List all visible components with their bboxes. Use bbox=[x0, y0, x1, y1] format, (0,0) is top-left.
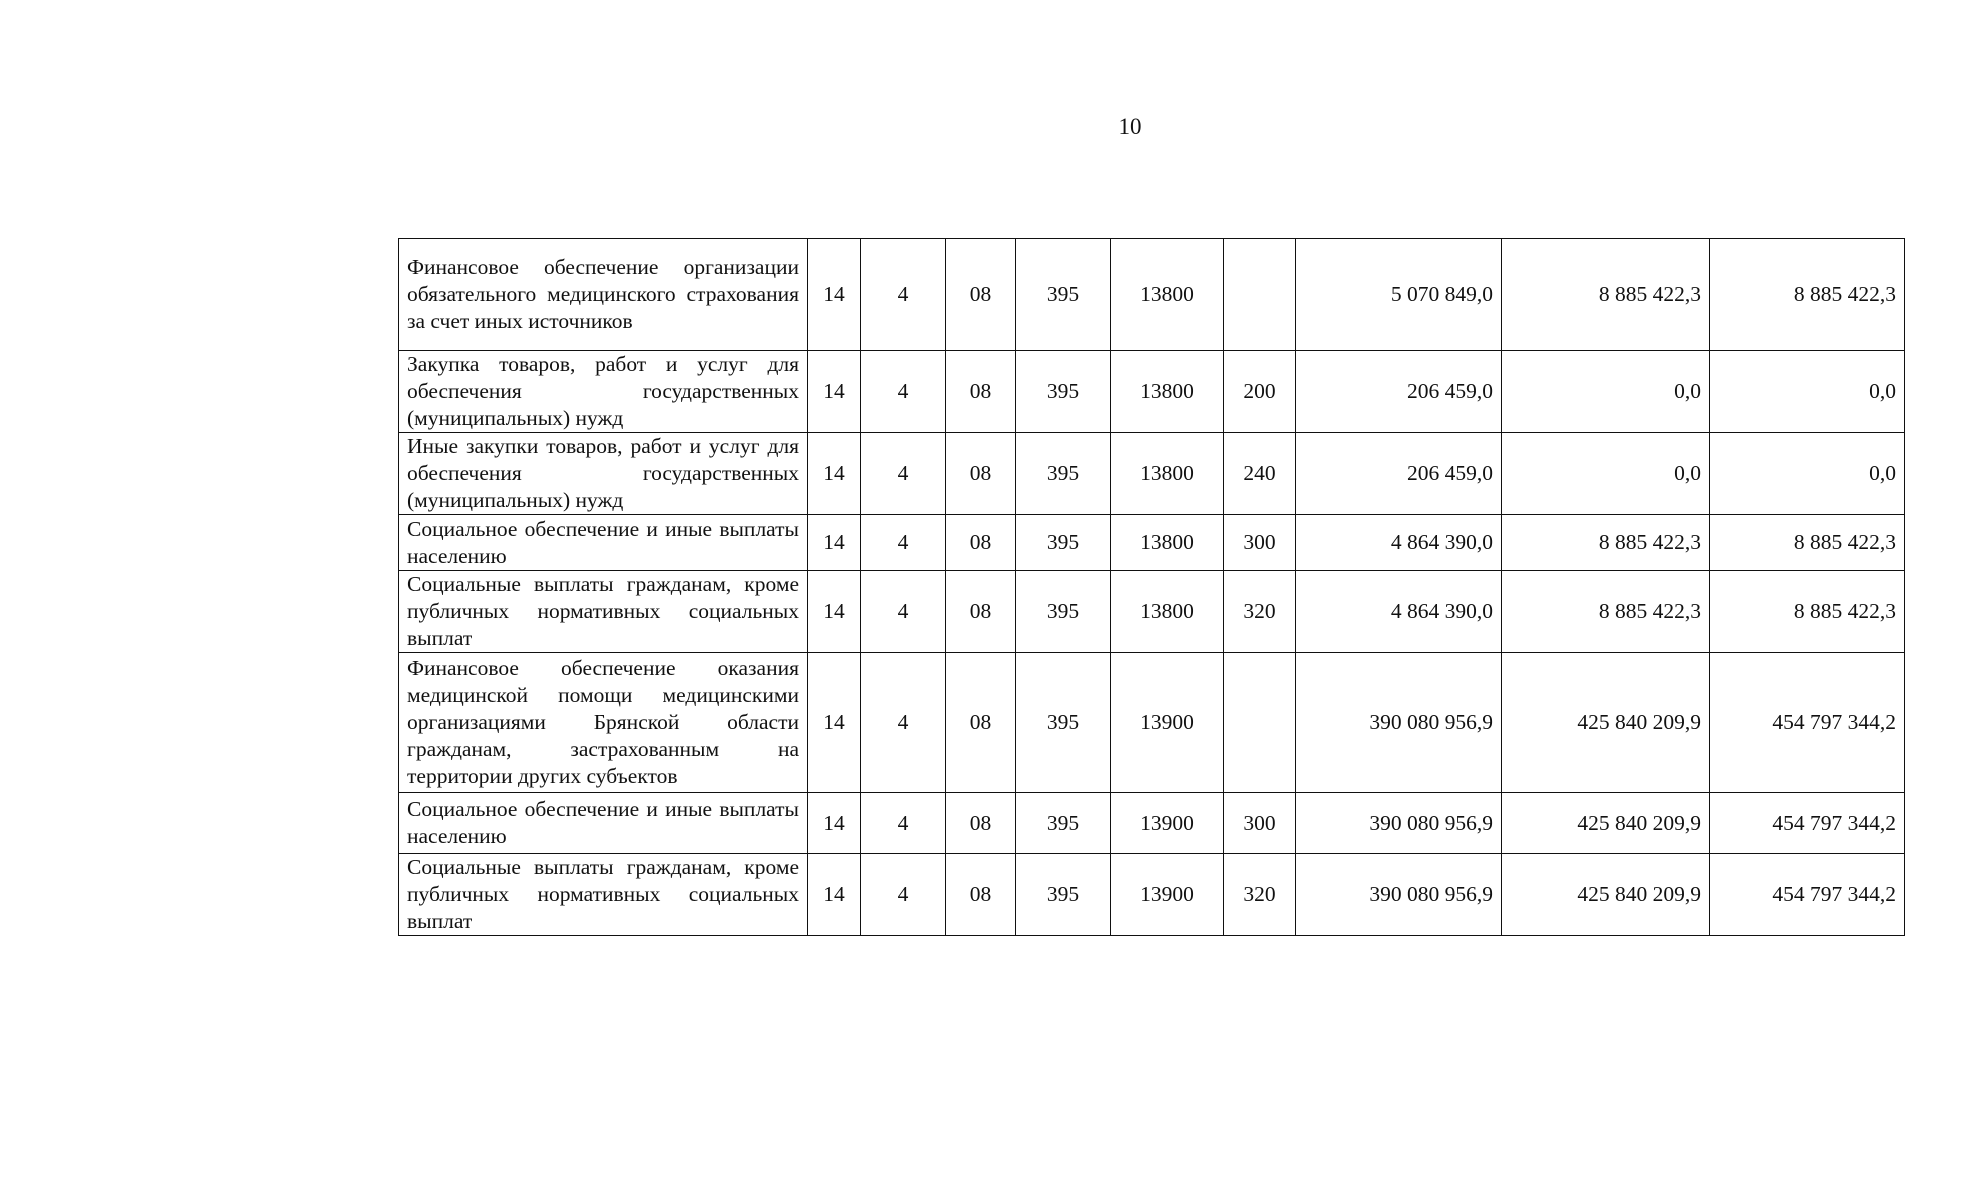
subprogram-code: 4 bbox=[861, 351, 946, 433]
row-description: Финансовое обеспечение оказания медицинской помощи медицинскими организациями Брянской области гражданам, застрахованным на территории других субъектов bbox=[399, 653, 808, 793]
row-description: Иные закупки товаров, работ и услуг для обеспечения государственных (муниципальных) нужд bbox=[399, 433, 808, 515]
amount-year-1: 390 080 956,9 bbox=[1296, 854, 1502, 936]
amount-year-2: 425 840 209,9 bbox=[1502, 793, 1710, 854]
expense-code: 13800 bbox=[1111, 433, 1224, 515]
expense-type-code: 300 bbox=[1224, 515, 1296, 571]
row-description: Социальное обеспечение и иные выплаты населению bbox=[399, 515, 808, 571]
row-description: Финансовое обеспечение организации обязательного медицинского страхования за счет иных источников bbox=[399, 239, 808, 351]
program-code: 14 bbox=[808, 239, 861, 351]
main-activity-code: 08 bbox=[946, 239, 1016, 351]
amount-year-2: 425 840 209,9 bbox=[1502, 854, 1710, 936]
subprogram-code: 4 bbox=[861, 793, 946, 854]
amount-year-3: 454 797 344,2 bbox=[1710, 854, 1905, 936]
table-row bbox=[399, 351, 1905, 433]
amount-year-1: 5 070 849,0 bbox=[1296, 239, 1502, 351]
row-description: Социальное обеспечение и иные выплаты населению bbox=[399, 793, 808, 854]
amount-year-1: 4 864 390,0 bbox=[1296, 571, 1502, 653]
expense-type-code: 240 bbox=[1224, 433, 1296, 515]
amount-year-3: 454 797 344,2 bbox=[1710, 793, 1905, 854]
program-code: 14 bbox=[808, 515, 861, 571]
expense-code: 13900 bbox=[1111, 854, 1224, 936]
subprogram-code: 4 bbox=[861, 433, 946, 515]
amount-year-2: 8 885 422,3 bbox=[1502, 515, 1710, 571]
direction-code: 395 bbox=[1016, 854, 1111, 936]
main-activity-code: 08 bbox=[946, 854, 1016, 936]
amount-year-1: 206 459,0 bbox=[1296, 433, 1502, 515]
row-description: Социальные выплаты гражданам, кроме публичных нормативных социальных выплат bbox=[399, 854, 808, 936]
expense-code: 13900 bbox=[1111, 793, 1224, 854]
amount-year-2: 8 885 422,3 bbox=[1502, 571, 1710, 653]
amount-year-2: 425 840 209,9 bbox=[1502, 653, 1710, 793]
amount-year-2: 8 885 422,3 bbox=[1502, 239, 1710, 351]
budget-table bbox=[398, 238, 1905, 936]
expense-type-code: 320 bbox=[1224, 854, 1296, 936]
amount-year-3: 8 885 422,3 bbox=[1710, 515, 1905, 571]
row-description: Социальные выплаты гражданам, кроме публичных нормативных социальных выплат bbox=[399, 571, 808, 653]
direction-code: 395 bbox=[1016, 515, 1111, 571]
direction-code: 395 bbox=[1016, 653, 1111, 793]
program-code: 14 bbox=[808, 854, 861, 936]
table-row bbox=[399, 571, 1905, 653]
expense-type-code: 200 bbox=[1224, 351, 1296, 433]
table-row bbox=[399, 854, 1905, 936]
amount-year-3: 0,0 bbox=[1710, 433, 1905, 515]
direction-code: 395 bbox=[1016, 239, 1111, 351]
amount-year-1: 390 080 956,9 bbox=[1296, 793, 1502, 854]
amount-year-1: 4 864 390,0 bbox=[1296, 515, 1502, 571]
expense-type-code: 320 bbox=[1224, 571, 1296, 653]
amount-year-1: 206 459,0 bbox=[1296, 351, 1502, 433]
main-activity-code: 08 bbox=[946, 515, 1016, 571]
direction-code: 395 bbox=[1016, 571, 1111, 653]
program-code: 14 bbox=[808, 351, 861, 433]
subprogram-code: 4 bbox=[861, 239, 946, 351]
expense-code: 13800 bbox=[1111, 239, 1224, 351]
expense-type-code: 300 bbox=[1224, 793, 1296, 854]
row-description: Закупка товаров, работ и услуг для обеспечения государственных (муниципальных) нужд bbox=[399, 351, 808, 433]
program-code: 14 bbox=[808, 571, 861, 653]
subprogram-code: 4 bbox=[861, 571, 946, 653]
main-activity-code: 08 bbox=[946, 433, 1016, 515]
direction-code: 395 bbox=[1016, 351, 1111, 433]
expense-code: 13800 bbox=[1111, 571, 1224, 653]
table-row bbox=[399, 515, 1905, 571]
program-code: 14 bbox=[808, 653, 861, 793]
subprogram-code: 4 bbox=[861, 653, 946, 793]
table-row bbox=[399, 433, 1905, 515]
direction-code: 395 bbox=[1016, 793, 1111, 854]
program-code: 14 bbox=[808, 793, 861, 854]
expense-type-code bbox=[1224, 239, 1296, 351]
amount-year-3: 0,0 bbox=[1710, 351, 1905, 433]
amount-year-2: 0,0 bbox=[1502, 351, 1710, 433]
amount-year-1: 390 080 956,9 bbox=[1296, 653, 1502, 793]
amount-year-3: 8 885 422,3 bbox=[1710, 571, 1905, 653]
amount-year-3: 8 885 422,3 bbox=[1710, 239, 1905, 351]
program-code: 14 bbox=[808, 433, 861, 515]
expense-code: 13800 bbox=[1111, 351, 1224, 433]
amount-year-3: 454 797 344,2 bbox=[1710, 653, 1905, 793]
main-activity-code: 08 bbox=[946, 571, 1016, 653]
expense-code: 13800 bbox=[1111, 515, 1224, 571]
direction-code: 395 bbox=[1016, 433, 1111, 515]
expense-code: 13900 bbox=[1111, 653, 1224, 793]
page-number: 10 bbox=[1118, 114, 1142, 139]
subprogram-code: 4 bbox=[861, 854, 946, 936]
table-row bbox=[399, 793, 1905, 854]
table-row bbox=[399, 239, 1905, 351]
main-activity-code: 08 bbox=[946, 793, 1016, 854]
main-activity-code: 08 bbox=[946, 351, 1016, 433]
expense-type-code bbox=[1224, 653, 1296, 793]
amount-year-2: 0,0 bbox=[1502, 433, 1710, 515]
table-row bbox=[399, 653, 1905, 793]
subprogram-code: 4 bbox=[861, 515, 946, 571]
main-activity-code: 08 bbox=[946, 653, 1016, 793]
